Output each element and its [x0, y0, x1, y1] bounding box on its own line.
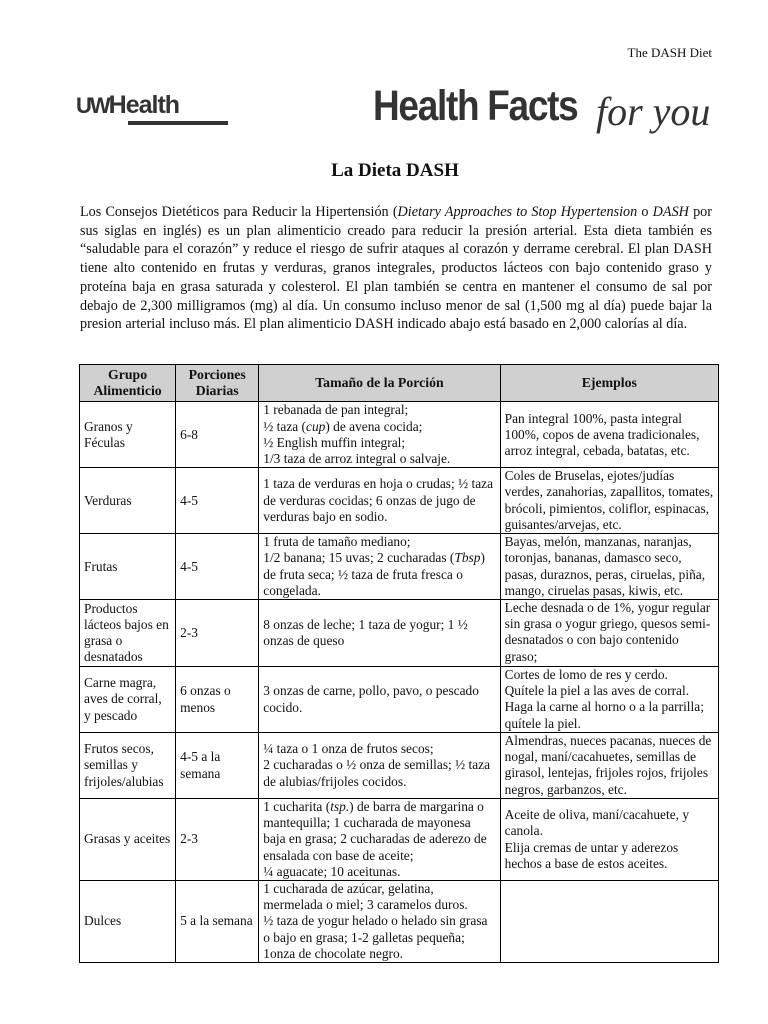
- banner-health-facts: Health Facts: [373, 82, 578, 130]
- cell-portion: [259, 881, 500, 963]
- cell-servings: 6-8: [176, 402, 259, 468]
- example-line: Haga la carne al horno o a la parrilla; quítele la piel.: [504, 699, 704, 731]
- cell-examples: [500, 667, 718, 733]
- table-row: [80, 733, 719, 799]
- cell-servings: 4-5: [176, 468, 259, 534]
- table-row: [80, 881, 719, 963]
- intro-italic: Dietary Approaches to Stop Hypertension: [397, 204, 638, 220]
- portion-italic: tsp.: [330, 799, 350, 815]
- col-header-group: Grupo Alimenticio: [80, 365, 176, 402]
- table-row: [80, 667, 719, 733]
- cell-group: Granos y Féculas: [80, 402, 176, 468]
- portion-line: 1 fruta de tamaño mediano;: [263, 534, 411, 550]
- page-title: La Dieta DASH: [331, 160, 459, 181]
- intro-text: por sus siglas en inglés) es un plan alimenticio creado para reducir la presión arterial. Esta dieta también es “saludable para el corazón” y reduce el riesgo de sufrir ataques al corazón y derrame cerebral. El plan DASH tiene alto contenido en frutas y verduras, granos integrales, productos lácteos con bajo contenido graso y proteína baja en grasa saturada y colesterol. El plan también se centra en mantener el consumo de sal por debajo de 2,300 milligramos (mg) al día. Un consumo incluso menor de sal (1,500 mg al día) puede bajar la presion arterial incluso más. El plan alimenticio DASH indicado abajo está basado en 2,000 calorías al día.: [80, 204, 712, 333]
- cell-group: Carne magra, aves de corral, y pescado: [80, 667, 176, 733]
- col-header-servings: Porciones Diarias: [176, 365, 259, 402]
- cell-servings: 6 onzas o menos: [176, 667, 259, 733]
- portion-line: ½ taza de yogur helado o helado sin grasa o bajo en grasa; 1-2 galletas pequeña; 1onza de chocolate negro.: [263, 913, 488, 961]
- portion-line: 1/3 taza de arroz integral o salvaje.: [263, 451, 451, 467]
- table-header-row: [80, 365, 719, 402]
- uw-health-logo: [76, 92, 228, 125]
- cell-examples: Pan integral 100%, pasta integral 100%, copos de avena tradicionales, arroz integral, cebada, batatas, etc.: [500, 402, 718, 468]
- portion-line: 1 cucharada de azúcar, gelatina, mermelada o miel; 3 caramelos duros.: [263, 881, 468, 913]
- intro-paragraph: [80, 203, 712, 334]
- table-row: [80, 799, 719, 881]
- cell-examples: Bayas, melón, manzanas, naranjas, toronjas, bananas, damasco seco, pasas, duraznos, peras, ciruelas, piña, mango, ciruelas pasas, kiwis, etc.: [500, 534, 718, 600]
- intro-italic: DASH: [652, 204, 689, 220]
- cell-group: Frutas: [80, 534, 176, 600]
- cell-group: Grasas y aceites: [80, 799, 176, 881]
- logo-underline: [128, 121, 228, 125]
- portion-text: 1/2 banana; 15 uvas; 2 cucharadas (: [263, 550, 455, 566]
- example-line: Quítele la piel a las aves de corral.: [504, 683, 690, 699]
- portion-line: ¼ aguacate; 10 aceitunas.: [263, 863, 401, 879]
- table-row: [80, 534, 719, 600]
- cell-group: Verduras: [80, 468, 176, 534]
- dash-food-table: [79, 364, 719, 963]
- running-header: The DASH Diet: [627, 45, 712, 60]
- cell-servings: 4-5 a la semana: [176, 733, 259, 799]
- cell-servings: 5 a la semana: [176, 881, 259, 963]
- portion-text: ) de barra de margarina o mantequilla; 1 cucharada de mayonesa baja en grasa; 2 cucharadas de aderezo de ensalada con base de aceite;: [263, 799, 487, 863]
- cell-portion: 8 onzas de leche; 1 taza de yogur; 1 ½ onzas de queso: [259, 600, 500, 667]
- logo-prefix: UW: [76, 93, 109, 118]
- intro-text: Los Consejos Dietéticos para Reducir la Hipertensión (: [80, 204, 398, 220]
- col-header-examples: Ejemplos: [500, 365, 718, 402]
- col-header-portion: Tamaño de la Porción: [259, 365, 500, 402]
- portion-text: ½ taza (: [263, 418, 307, 434]
- cell-portion: 1 taza de verduras en hoja o crudas; ½ taza de verduras cocidas; 6 onzas de jugo de verduras bajo en sodio.: [259, 468, 500, 534]
- example-line: Elija cremas de untar y aderezos hechos a base de estos aceites.: [504, 839, 679, 871]
- portion-text: ) de avena cocida;: [325, 418, 423, 434]
- example-line: Cortes de lomo de res y cerdo.: [504, 667, 668, 683]
- banner-for-you: for you: [596, 89, 711, 134]
- cell-servings: 2-3: [176, 799, 259, 881]
- cell-group: Productos lácteos bajos en grasa o desnatados: [80, 600, 176, 667]
- cell-group: Dulces: [80, 881, 176, 963]
- table-row: [80, 402, 719, 468]
- table-row: [80, 600, 719, 667]
- cell-portion: [259, 402, 500, 468]
- health-facts-banner: [373, 82, 711, 134]
- table-row: [80, 468, 719, 534]
- intro-text: o: [637, 204, 653, 220]
- portion-line: 1 rebanada de pan integral;: [263, 402, 409, 418]
- cell-examples: Coles de Bruselas, ejotes/judías verdes, zanahorias, zapallitos, tomates, brócoli, pimientos, coliflor, espinacas, guisantes/arvejas, etc.: [500, 468, 718, 534]
- cell-portion: 3 onzas de carne, pollo, pavo, o pescado cocido.: [259, 667, 500, 733]
- portion-line: ½ English muffin integral;: [263, 434, 406, 450]
- logo-brand: Health: [108, 91, 180, 119]
- cell-group: Frutos secos, semillas y frijoles/alubias: [80, 733, 176, 799]
- portion-text: 1 cucharita (: [263, 799, 331, 815]
- cell-examples: [500, 799, 718, 881]
- portion-italic: Tbsp: [454, 550, 481, 566]
- cell-servings: 2-3: [176, 600, 259, 667]
- cell-examples: Almendras, nueces pacanas, nueces de nogal, maní/cacahuetes, semillas de girasol, lentejas, frijoles rojos, frijoles negros, garbanzos, etc.: [500, 733, 718, 799]
- cell-examples: Leche desnada o de 1%, yogur regular sin grasa o yogur griego, quesos semi-desnatados o con bajo contenido graso;: [500, 600, 718, 667]
- portion-line: ¼ taza o 1 onza de frutos secos;: [263, 741, 434, 757]
- cell-examples: [500, 881, 718, 963]
- cell-servings: 4-5: [176, 534, 259, 600]
- example-line: Aceite de oliva, maní/cacahuete, y canola.: [504, 807, 690, 839]
- cell-portion: [259, 733, 500, 799]
- cell-portion: [259, 534, 500, 600]
- portion-italic: cup: [306, 418, 326, 434]
- portion-line: 2 cucharadas o ½ onza de semillas; ½ taza de alubias/frijoles cocidos.: [263, 757, 491, 789]
- cell-portion: [259, 799, 500, 881]
- portion-text: ) de fruta seca; ½ taza de fruta fresca o congelada.: [263, 550, 485, 598]
